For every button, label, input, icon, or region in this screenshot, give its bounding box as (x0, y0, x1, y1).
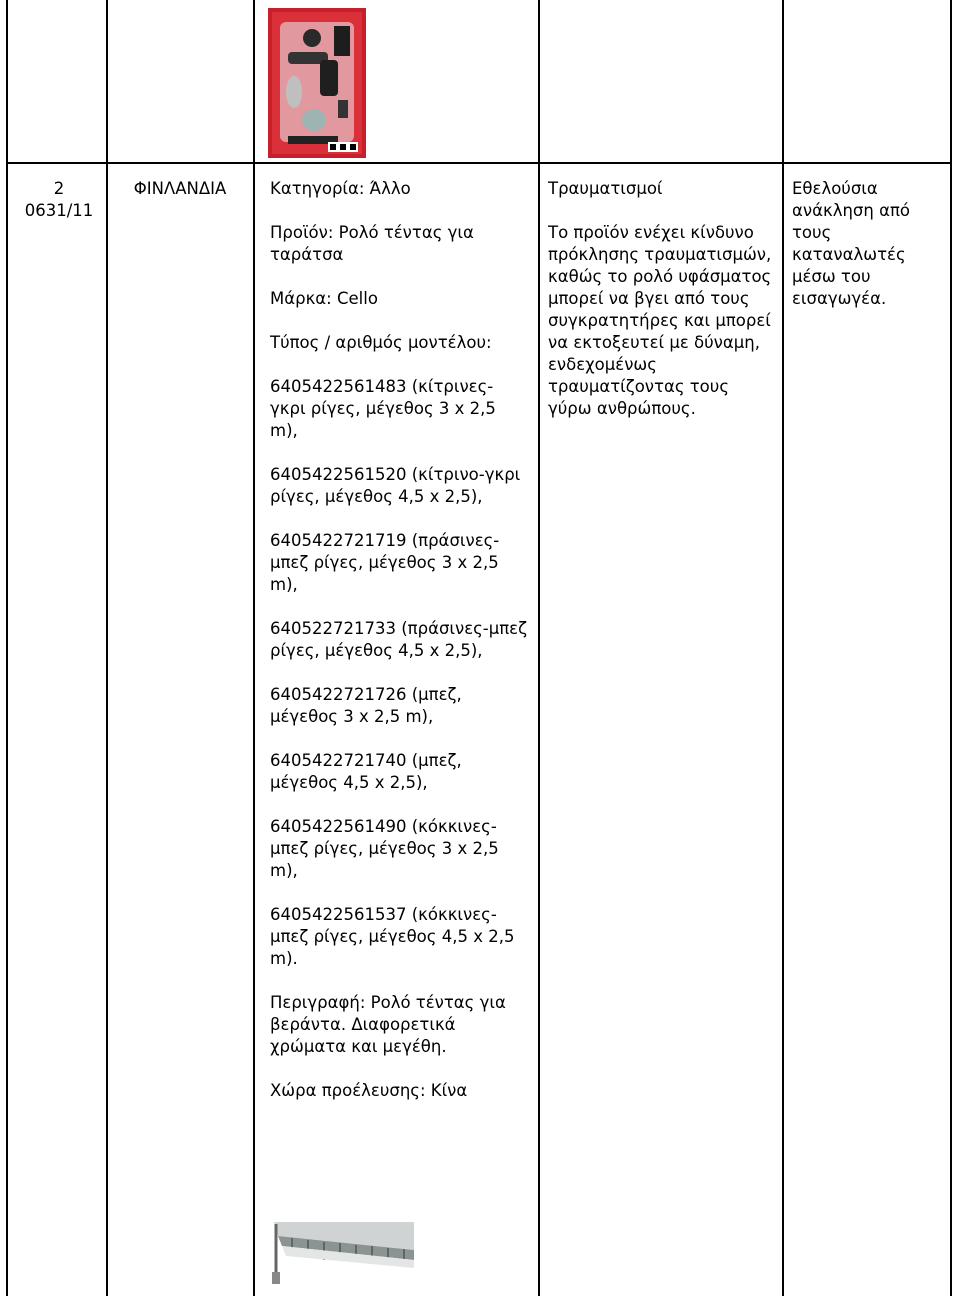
risk-title: Τραυματισμοί (548, 179, 663, 198)
table-border-right (950, 0, 952, 1296)
model-entry: 6405422721719 (πράσινες-μπεζ ρίγες, μέγεθος 3 x 2,5 m), (270, 531, 500, 594)
column-separator-3 (538, 0, 540, 1296)
row-number: 2 (53, 179, 65, 198)
column-separator-2 (253, 0, 255, 1296)
country-of-origin: Χώρα προέλευσης: Κίνα (270, 1081, 468, 1100)
product-category: Κατηγορία: Άλλο (270, 179, 411, 198)
product-image-awning (268, 1216, 416, 1286)
row-id-cell (14, 178, 104, 222)
column-separator-4 (782, 0, 784, 1296)
country-name: ΦΙΝΛΑΝΔΙΑ (133, 179, 227, 198)
risk-cell (548, 178, 776, 420)
model-entry: 6405422561537 (κόκκινες-μπεζ ρίγες, μέγεθος 4,5 x 2,5 m). (270, 905, 515, 968)
product-details-cell (270, 178, 528, 1102)
row-separator (6, 162, 952, 164)
model-entry: 6405422721740 (μπεζ, μέγεθος 4,5 x 2,5), (270, 751, 462, 792)
risk-description: Το προϊόν ενέχει κίνδυνο πρόκλησης τραυματισμών, καθώς το ρολό υφάσματος μπορεί να βγει από τους συγκρατητήρες και μπορεί να εκτοξευτεί με δύναμη, ενδεχομένως τραυματίζοντας τους γύρω ανθρώπους. (548, 223, 772, 418)
product-description: Περιγραφή: Ρολό τέντας για βεράντα. Διαφορετικά χρώματα και μεγέθη. (270, 993, 506, 1056)
measures-text: Εθελούσια ανάκληση από τους καταναλωτές μέσω του εισαγωγέα. (792, 179, 910, 308)
country-cell (108, 178, 252, 200)
measures-cell (792, 178, 942, 310)
product-brand: Μάρκα: Cello (270, 289, 378, 308)
model-entry: 6405422721726 (μπεζ, μέγεθος 3 x 2,5 m), (270, 685, 462, 726)
model-entry: 6405422561483 (κίτρινες-γκρι ρίγες, μέγεθος 3 x 2,5 m), (270, 377, 496, 440)
previous-product-image (268, 8, 366, 158)
model-entry: 6405422561520 (κίτρινο-γκρι ρίγες, μέγεθος 4,5 x 2,5), (270, 465, 521, 506)
notification-reference: 0631/11 (24, 201, 94, 220)
model-entry: 640522721733 (πράσινες-μπεζ ρίγες, μέγεθος 4,5 x 2,5), (270, 619, 528, 660)
model-entry: 6405422561490 (κόκκινες-μπεζ ρίγες, μέγεθος 3 x 2,5 m), (270, 817, 499, 880)
product-name: Προϊόν: Ρολό τέντας για ταράτσα (270, 223, 474, 264)
table-border-left (6, 0, 8, 1296)
model-label: Τύπος / αριθμός μοντέλου: (270, 333, 492, 352)
